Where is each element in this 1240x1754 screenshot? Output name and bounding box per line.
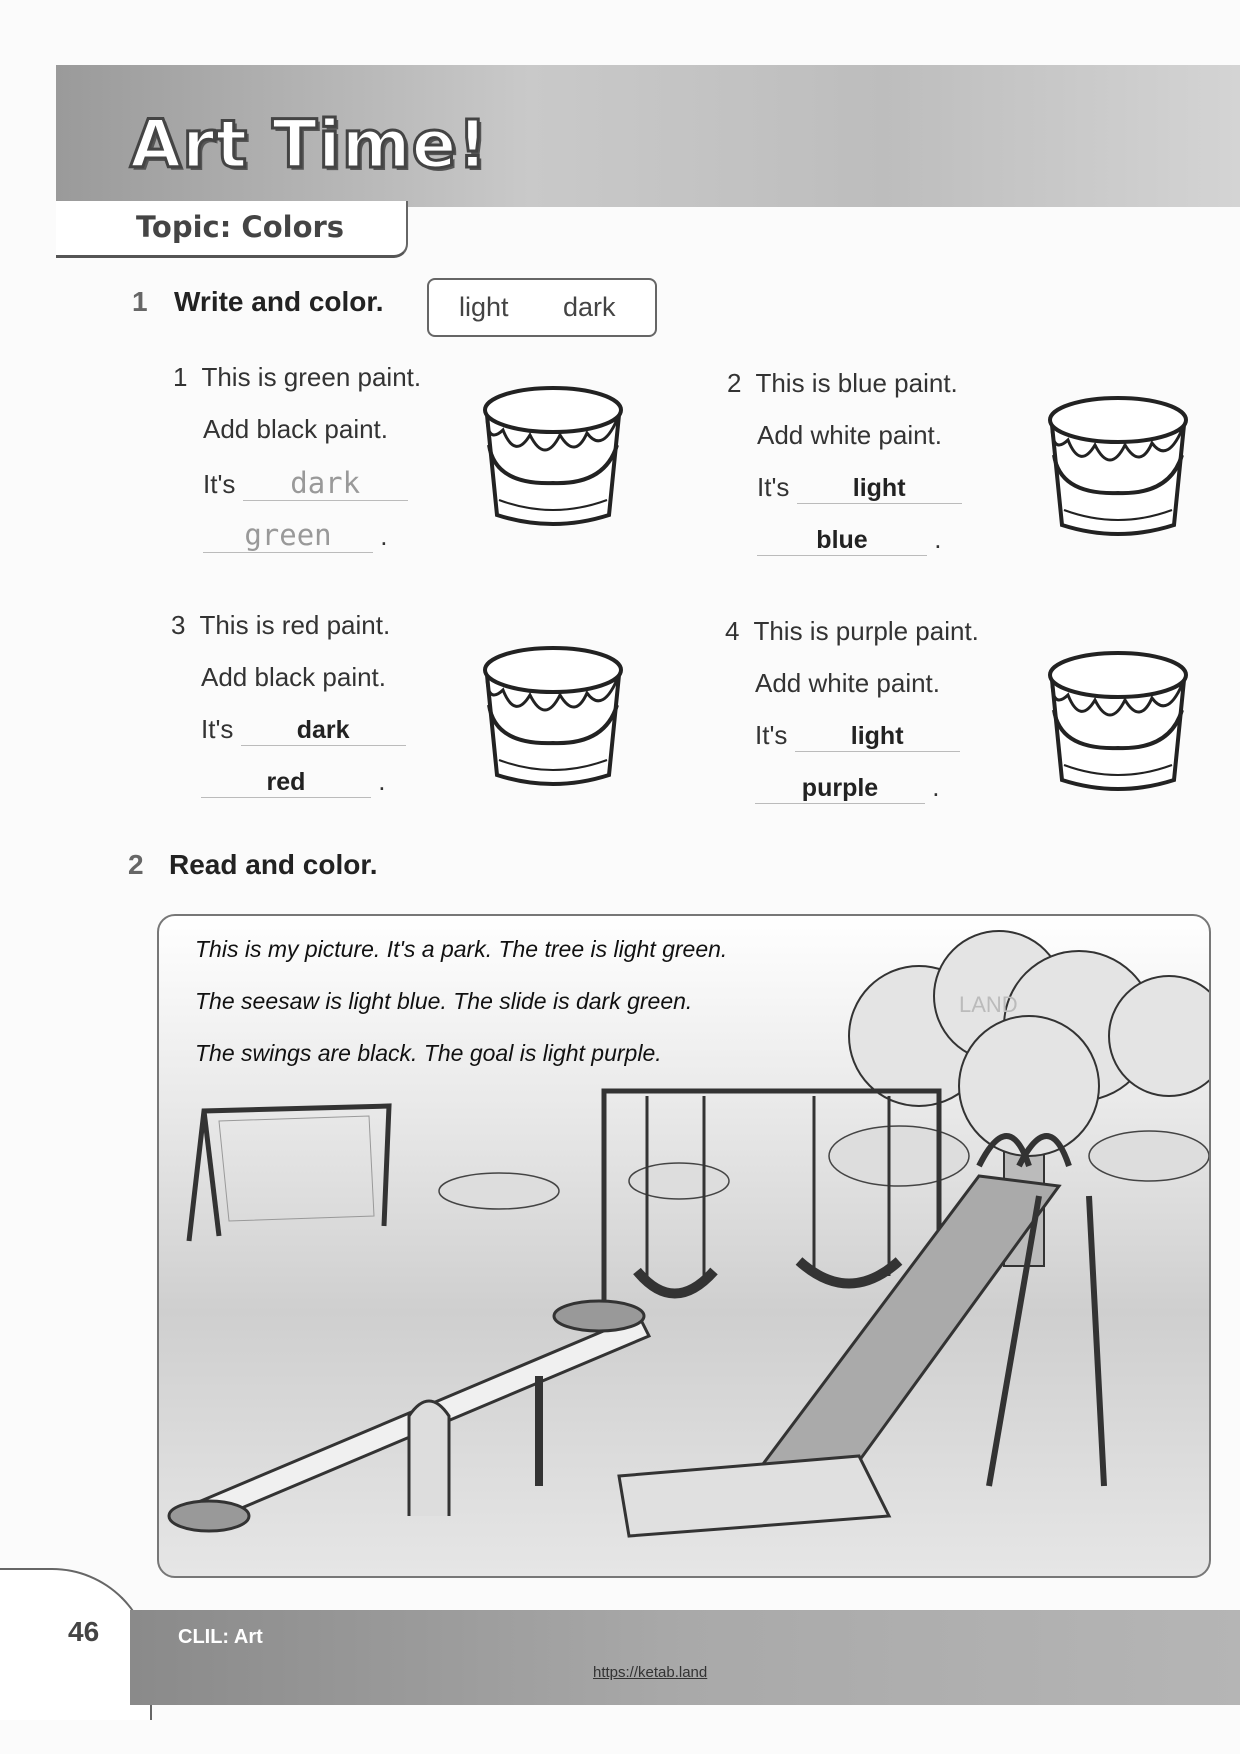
period: . — [380, 521, 388, 551]
item-line-1: This is purple paint. — [753, 616, 979, 646]
answer-blank-2[interactable]: purple — [755, 774, 925, 804]
story-line-1: This is my picture. It's a park. The tree is light green. — [195, 936, 728, 962]
soccer-goal-icon — [189, 1106, 389, 1241]
period: . — [932, 772, 940, 802]
page-title: Art Time! — [130, 106, 489, 183]
its-label: It's — [755, 720, 788, 750]
page-number: 46 — [68, 1616, 100, 1647]
item-answer-line-1 — [755, 720, 960, 752]
park-illustration — [159, 916, 1209, 1576]
item-line-2: Add black paint. — [201, 662, 387, 692]
item-answer-line-1 — [201, 714, 406, 746]
paint-item-3 — [171, 610, 390, 641]
bushes-icon — [439, 1126, 1209, 1209]
its-label: It's — [757, 472, 790, 502]
footer-band — [130, 1610, 1240, 1705]
period: . — [378, 766, 386, 796]
item-line-2: Add white paint. — [757, 420, 943, 450]
item-number: 3 — [171, 610, 186, 640]
topic-label: Topic: Colors — [136, 210, 345, 244]
answer-blank-2[interactable]: green — [203, 518, 373, 553]
item-line-2: Add white paint. — [755, 668, 941, 698]
word-dark: dark — [563, 292, 616, 322]
word-light: light — [459, 292, 509, 322]
its-label: It's — [203, 469, 236, 499]
paint-item-2 — [727, 368, 958, 399]
item-number: 2 — [727, 368, 742, 398]
park-picture — [157, 914, 1211, 1578]
story-line-3: The swings are black. The goal is light purple. — [195, 1040, 662, 1066]
item-number: 1 — [173, 362, 188, 392]
seesaw-icon — [169, 1301, 649, 1531]
watermark: LAND — [959, 992, 1018, 1017]
period: . — [934, 524, 942, 554]
item-answer-line-1 — [203, 466, 408, 501]
answer-blank-2[interactable]: blue — [757, 526, 927, 556]
source-link[interactable]: https://ketab.land — [593, 1664, 708, 1681]
story-line-2: The seesaw is light blue. The slide is dark green. — [195, 988, 693, 1014]
paint-item-1 — [173, 362, 421, 393]
answer-blank-1[interactable]: dark — [243, 466, 408, 501]
item-answer-line-2 — [755, 772, 939, 804]
word-box — [427, 278, 657, 337]
item-number: 4 — [725, 616, 740, 646]
item-line-1: This is blue paint. — [755, 368, 958, 398]
answer-blank-1[interactable]: light — [795, 722, 960, 752]
answer-blank-1[interactable]: dark — [241, 716, 406, 746]
exercise-2-number: 2 — [128, 849, 144, 880]
paint-item-4 — [725, 616, 979, 647]
item-answer-line-1 — [757, 472, 962, 504]
exercise-1-number: 1 — [132, 286, 148, 317]
section-label: CLIL: Art — [178, 1626, 263, 1648]
item-answer-line-2 — [757, 524, 941, 556]
exercise-1-instruction: Write and color. — [174, 286, 384, 317]
item-line-2: Add black paint. — [203, 414, 389, 444]
paint-bucket-icon — [1040, 640, 1195, 800]
answer-blank-1[interactable]: light — [797, 474, 962, 504]
paint-bucket-icon — [1040, 385, 1195, 545]
item-line-1: This is green paint. — [201, 362, 422, 392]
item-answer-line-2 — [203, 518, 387, 553]
exercise-2-instruction: Read and color. — [169, 849, 378, 880]
item-line-1: This is red paint. — [199, 610, 391, 640]
paint-bucket-icon — [475, 635, 630, 795]
item-answer-line-2 — [201, 766, 385, 798]
paint-bucket-icon — [475, 375, 630, 535]
its-label: It's — [201, 714, 234, 744]
answer-blank-2[interactable]: red — [201, 768, 371, 798]
